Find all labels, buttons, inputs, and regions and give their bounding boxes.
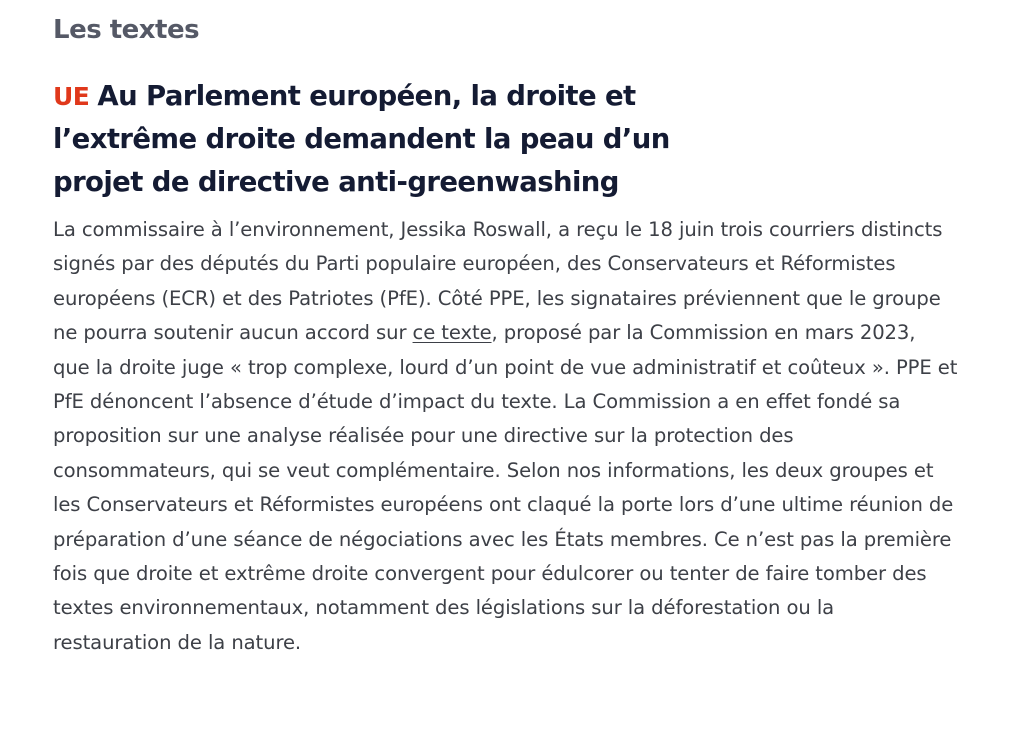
- category-tag: UE: [53, 82, 90, 111]
- article-headline: [53, 75, 753, 204]
- article-body: [53, 213, 958, 660]
- body-text-end: , proposé par la Commission en mars 2023, que la droite juge « trop complexe, lourd d’un point de vue administratif et coûteux ». PPE et PfE dénoncent l’absence d’étude d’impact du texte. La Commission a en effet fondé sa proposition sur une analyse réalisée pour une directive sur la protection des consommateurs, qui se veut complémentaire. Selon nos informations, les deux groupes et les Conservateurs et Réformistes européens ont claqué la porte lors d’une ultime réunion de préparation d’une séance de négociations avec les États membres. Ce n’est pas la première fois que droite et extrême droite convergent pour édulcorer ou tenter de faire tomber des textes environnementaux, notamment des législations sur la déforestation ou la restauration de la nature.: [53, 321, 958, 654]
- headline-text: Au Parlement européen, la droite et l’extrême droite demandent la peau d’un projet de directive anti-greenwashing: [53, 80, 670, 198]
- section-title: Les textes: [53, 15, 200, 45]
- body-text-start: La commissaire à l’environnement, Jessika Roswall, a reçu le 18 juin trois courriers distincts signés par des députés du Parti populaire européen, des Conservateurs et Réformistes européens (ECR) et des Patriotes (PfE). Côté PPE, les signataires préviennent que le groupe ne pourra soutenir aucun accord sur: [53, 218, 943, 345]
- ce-texte-link[interactable]: ce texte: [412, 321, 492, 345]
